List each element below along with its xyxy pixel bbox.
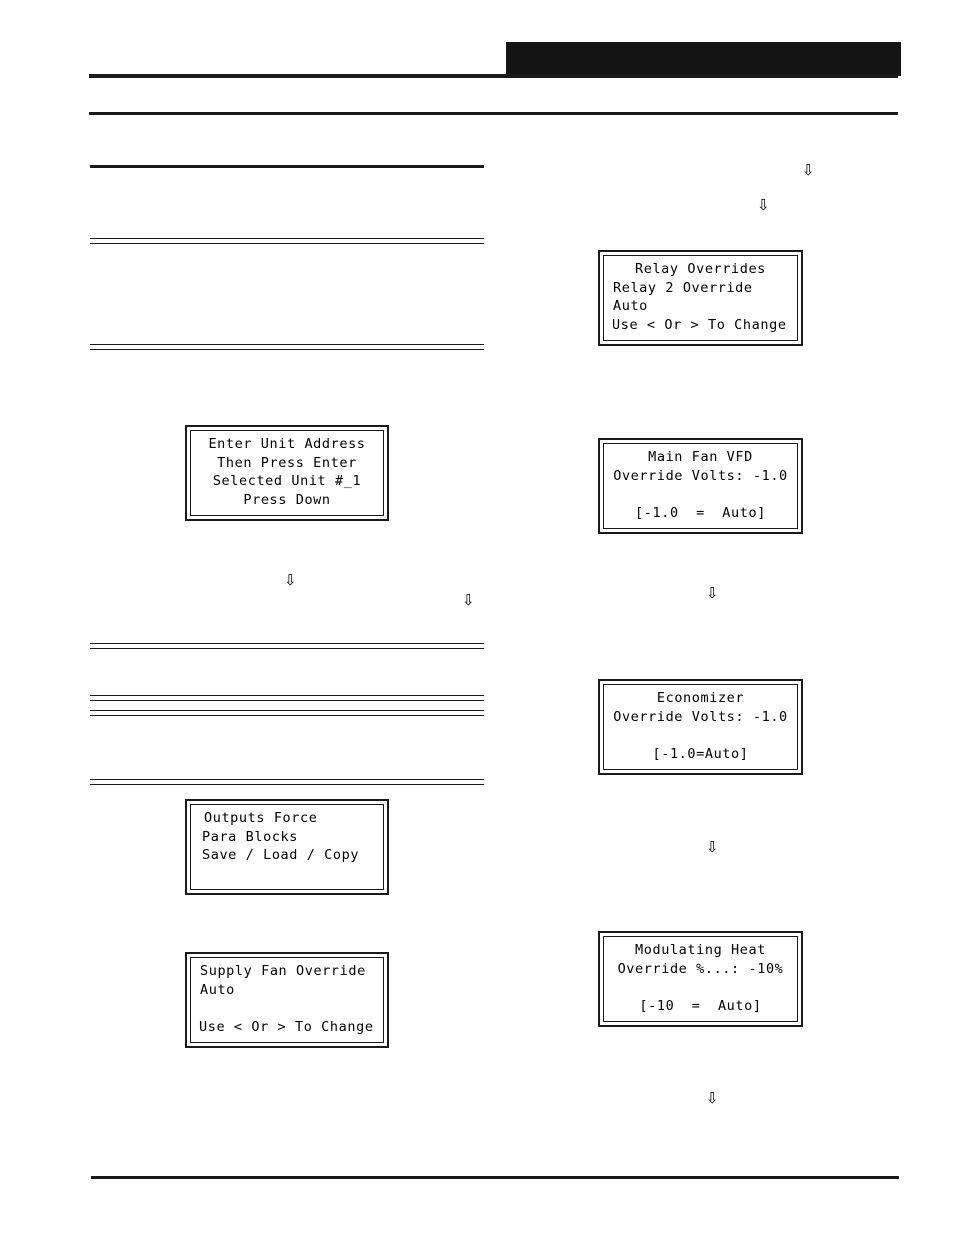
lcd-line: Relay 2 Override: [613, 280, 753, 296]
note-rule-top: [90, 710, 484, 711]
lcd-line: Modulating Heat: [635, 942, 766, 958]
note-rule-bottom: [90, 695, 484, 696]
lcd-relay-overrides: [598, 250, 803, 346]
lcd-line: Then Press Enter: [217, 455, 357, 471]
lcd-modulating-heat: [598, 931, 803, 1027]
lcd-line: Outputs Force: [204, 810, 318, 826]
down-arrow-icon: ⇩: [757, 196, 770, 214]
lcd-line: Para Blocks: [202, 829, 299, 845]
header-underline: [89, 112, 898, 115]
lcd-line: Auto: [613, 298, 648, 314]
lcd-line: Auto: [200, 982, 235, 998]
note-rule-bottom: [90, 344, 484, 345]
down-arrow-icon: ⇩: [706, 584, 719, 602]
lcd-supply-fan-override: [185, 952, 389, 1048]
down-arrow-icon: ⇩: [284, 571, 297, 589]
lcd-line: Relay Overrides: [635, 261, 766, 277]
section-rule: [90, 165, 484, 168]
down-arrow-icon: ⇩: [706, 838, 719, 856]
lcd-line: Use < Or > To Change: [199, 1019, 374, 1035]
lcd-main-fan-vfd: [598, 438, 803, 534]
lcd-line: Save / Load / Copy: [202, 847, 360, 863]
lcd-line: Economizer: [656, 690, 745, 706]
note-rule-top: [90, 243, 484, 244]
down-arrow-icon: ⇩: [802, 161, 815, 179]
header-rule: [89, 74, 898, 78]
lcd-outputs-force-menu: [185, 799, 389, 895]
note-rule-top: [90, 643, 484, 644]
header-tab: [506, 42, 901, 76]
lcd-line: Press Down: [243, 492, 331, 508]
down-arrow-icon: ⇩: [706, 1089, 719, 1107]
lcd-line: [-1.0 = Auto]: [635, 505, 766, 521]
lcd-line: Override Volts: -1.0: [613, 709, 788, 725]
note-rule-bottom: [90, 349, 484, 350]
lcd-line: Enter Unit Address: [208, 436, 366, 452]
note-rule-bottom: [90, 779, 484, 780]
lcd-economizer: [598, 679, 803, 775]
lcd-line: Use < Or > To Change: [612, 317, 787, 333]
note-rule-bottom: [90, 784, 484, 785]
note-rule-bottom: [90, 700, 484, 701]
footer-rule: [91, 1176, 899, 1179]
lcd-line: Main Fan VFD: [648, 449, 753, 465]
down-arrow-icon: ⇩: [462, 591, 475, 609]
note-rule-top: [90, 238, 484, 239]
note-rule-top: [90, 648, 484, 649]
lcd-line: Override Volts: -1.0: [613, 468, 788, 484]
note-rule-top: [90, 715, 484, 716]
lcd-unit-address: [185, 425, 389, 521]
lcd-line: [-10 = Auto]: [639, 998, 762, 1014]
lcd-line: [-1.0=Auto]: [652, 746, 749, 762]
lcd-line: Override %...: -10%: [617, 961, 784, 977]
lcd-line: Supply Fan Override: [200, 963, 366, 979]
lcd-line: Selected Unit #_1: [212, 473, 362, 489]
